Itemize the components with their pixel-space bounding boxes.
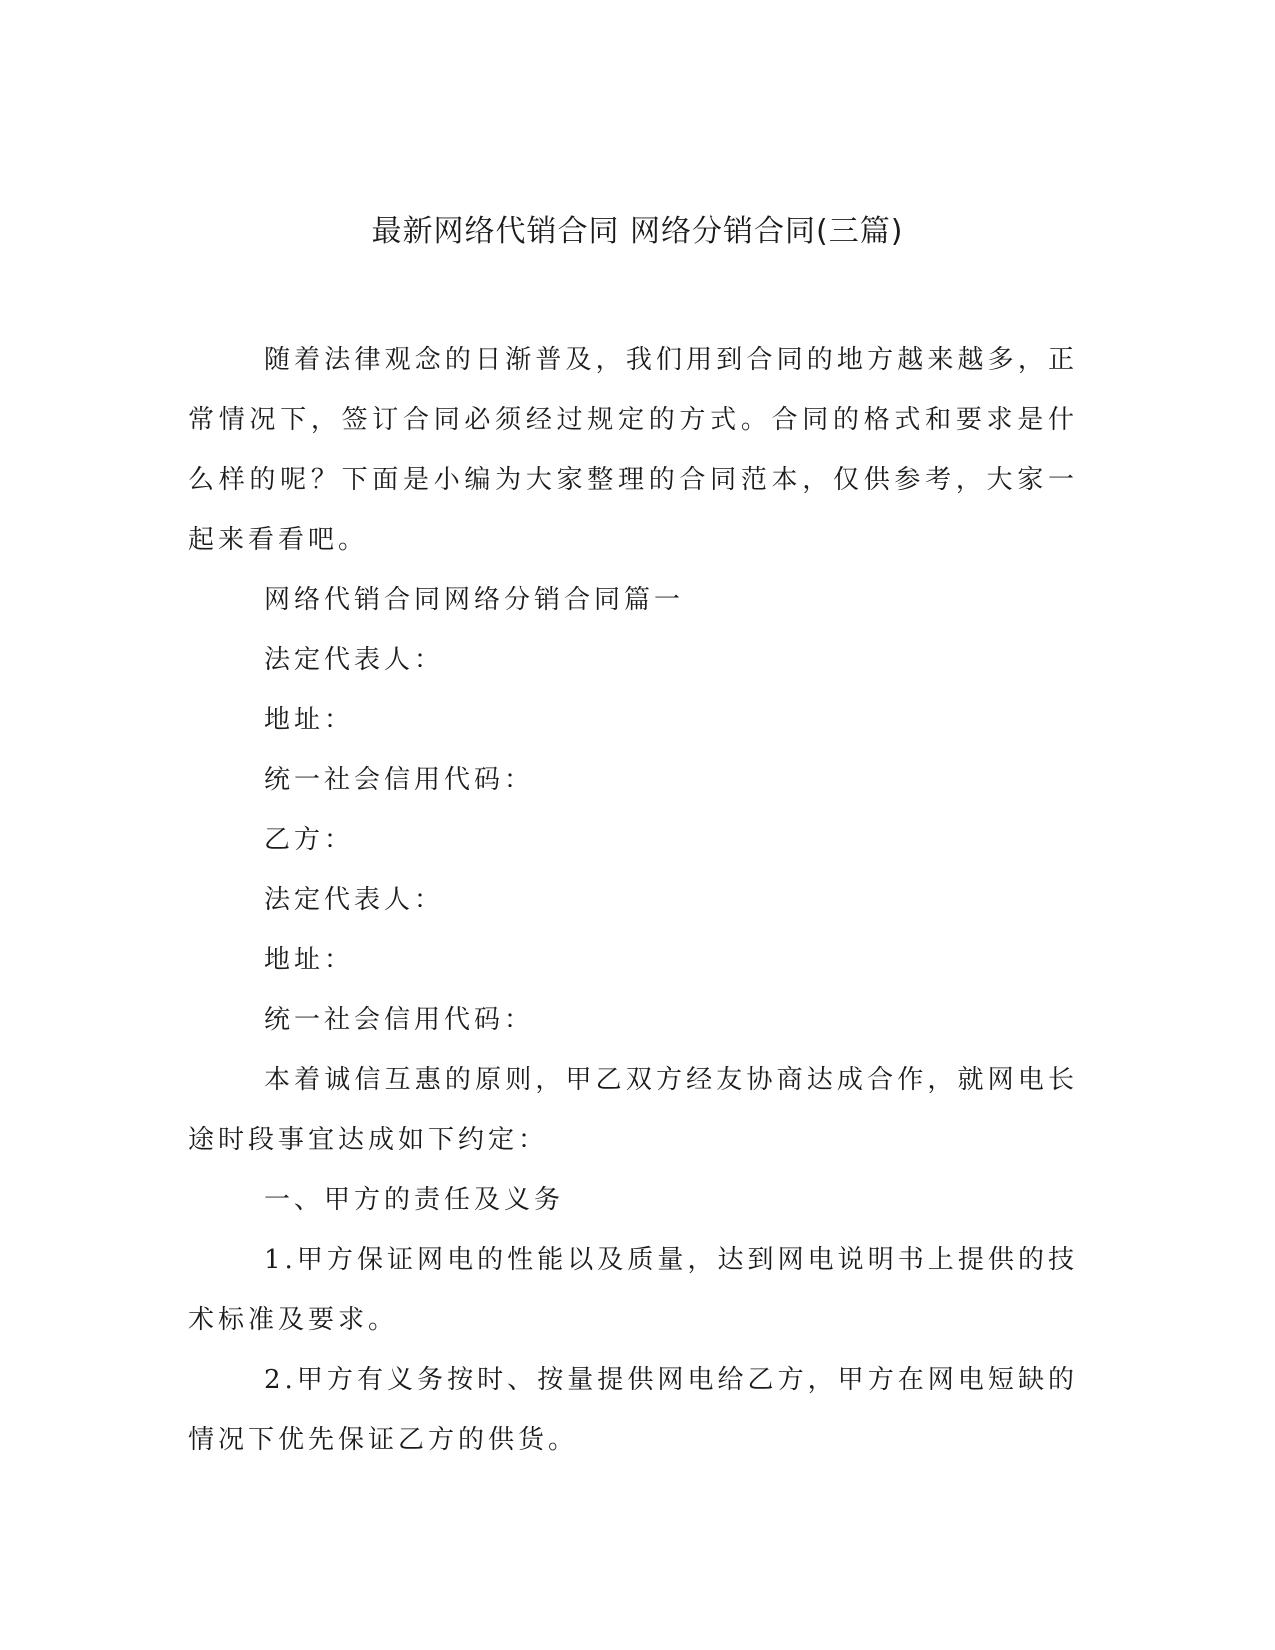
party-b-credit-code: 统一社会信用代码： <box>264 1005 535 1035</box>
party-a-credit-code: 统一社会信用代码： <box>264 765 535 795</box>
section-heading: 网络代销合同网络分销合同篇一 <box>264 585 685 615</box>
party-b-label: 乙方： <box>264 825 355 855</box>
party-a-legal-representative: 法定代表人： <box>264 645 445 675</box>
agreement-preamble: 本着诚信互惠的原则，甲乙双方经友协商达成合作，就网电长途时段事宜达成如下约定： <box>188 1065 1078 1155</box>
clause-heading-party-a: 一、甲方的责任及义务 <box>264 1185 565 1215</box>
party-a-address: 地址： <box>264 705 355 735</box>
clause-item-1: 1.甲方保证网电的性能以及质量，达到网电说明书上提供的技术标准及要求。 <box>188 1245 1078 1335</box>
document-body <box>188 330 1078 1470</box>
intro-paragraph: 随着法律观念的日渐普及，我们用到合同的地方越来越多，正常情况下，签订合同必须经过规定的方式。合同的格式和要求是什么样的呢？下面是小编为大家整理的合同范本，仅供参考，大家一起来看看吧。 <box>188 345 1078 555</box>
party-b-legal-representative: 法定代表人： <box>264 885 445 915</box>
party-b-address: 地址： <box>264 945 355 975</box>
clause-item-2: 2.甲方有义务按时、按量提供网电给乙方，甲方在网电短缺的情况下优先保证乙方的供货。 <box>188 1365 1078 1455</box>
document-title: 最新网络代销合同 网络分销合同(三篇) <box>371 214 904 249</box>
